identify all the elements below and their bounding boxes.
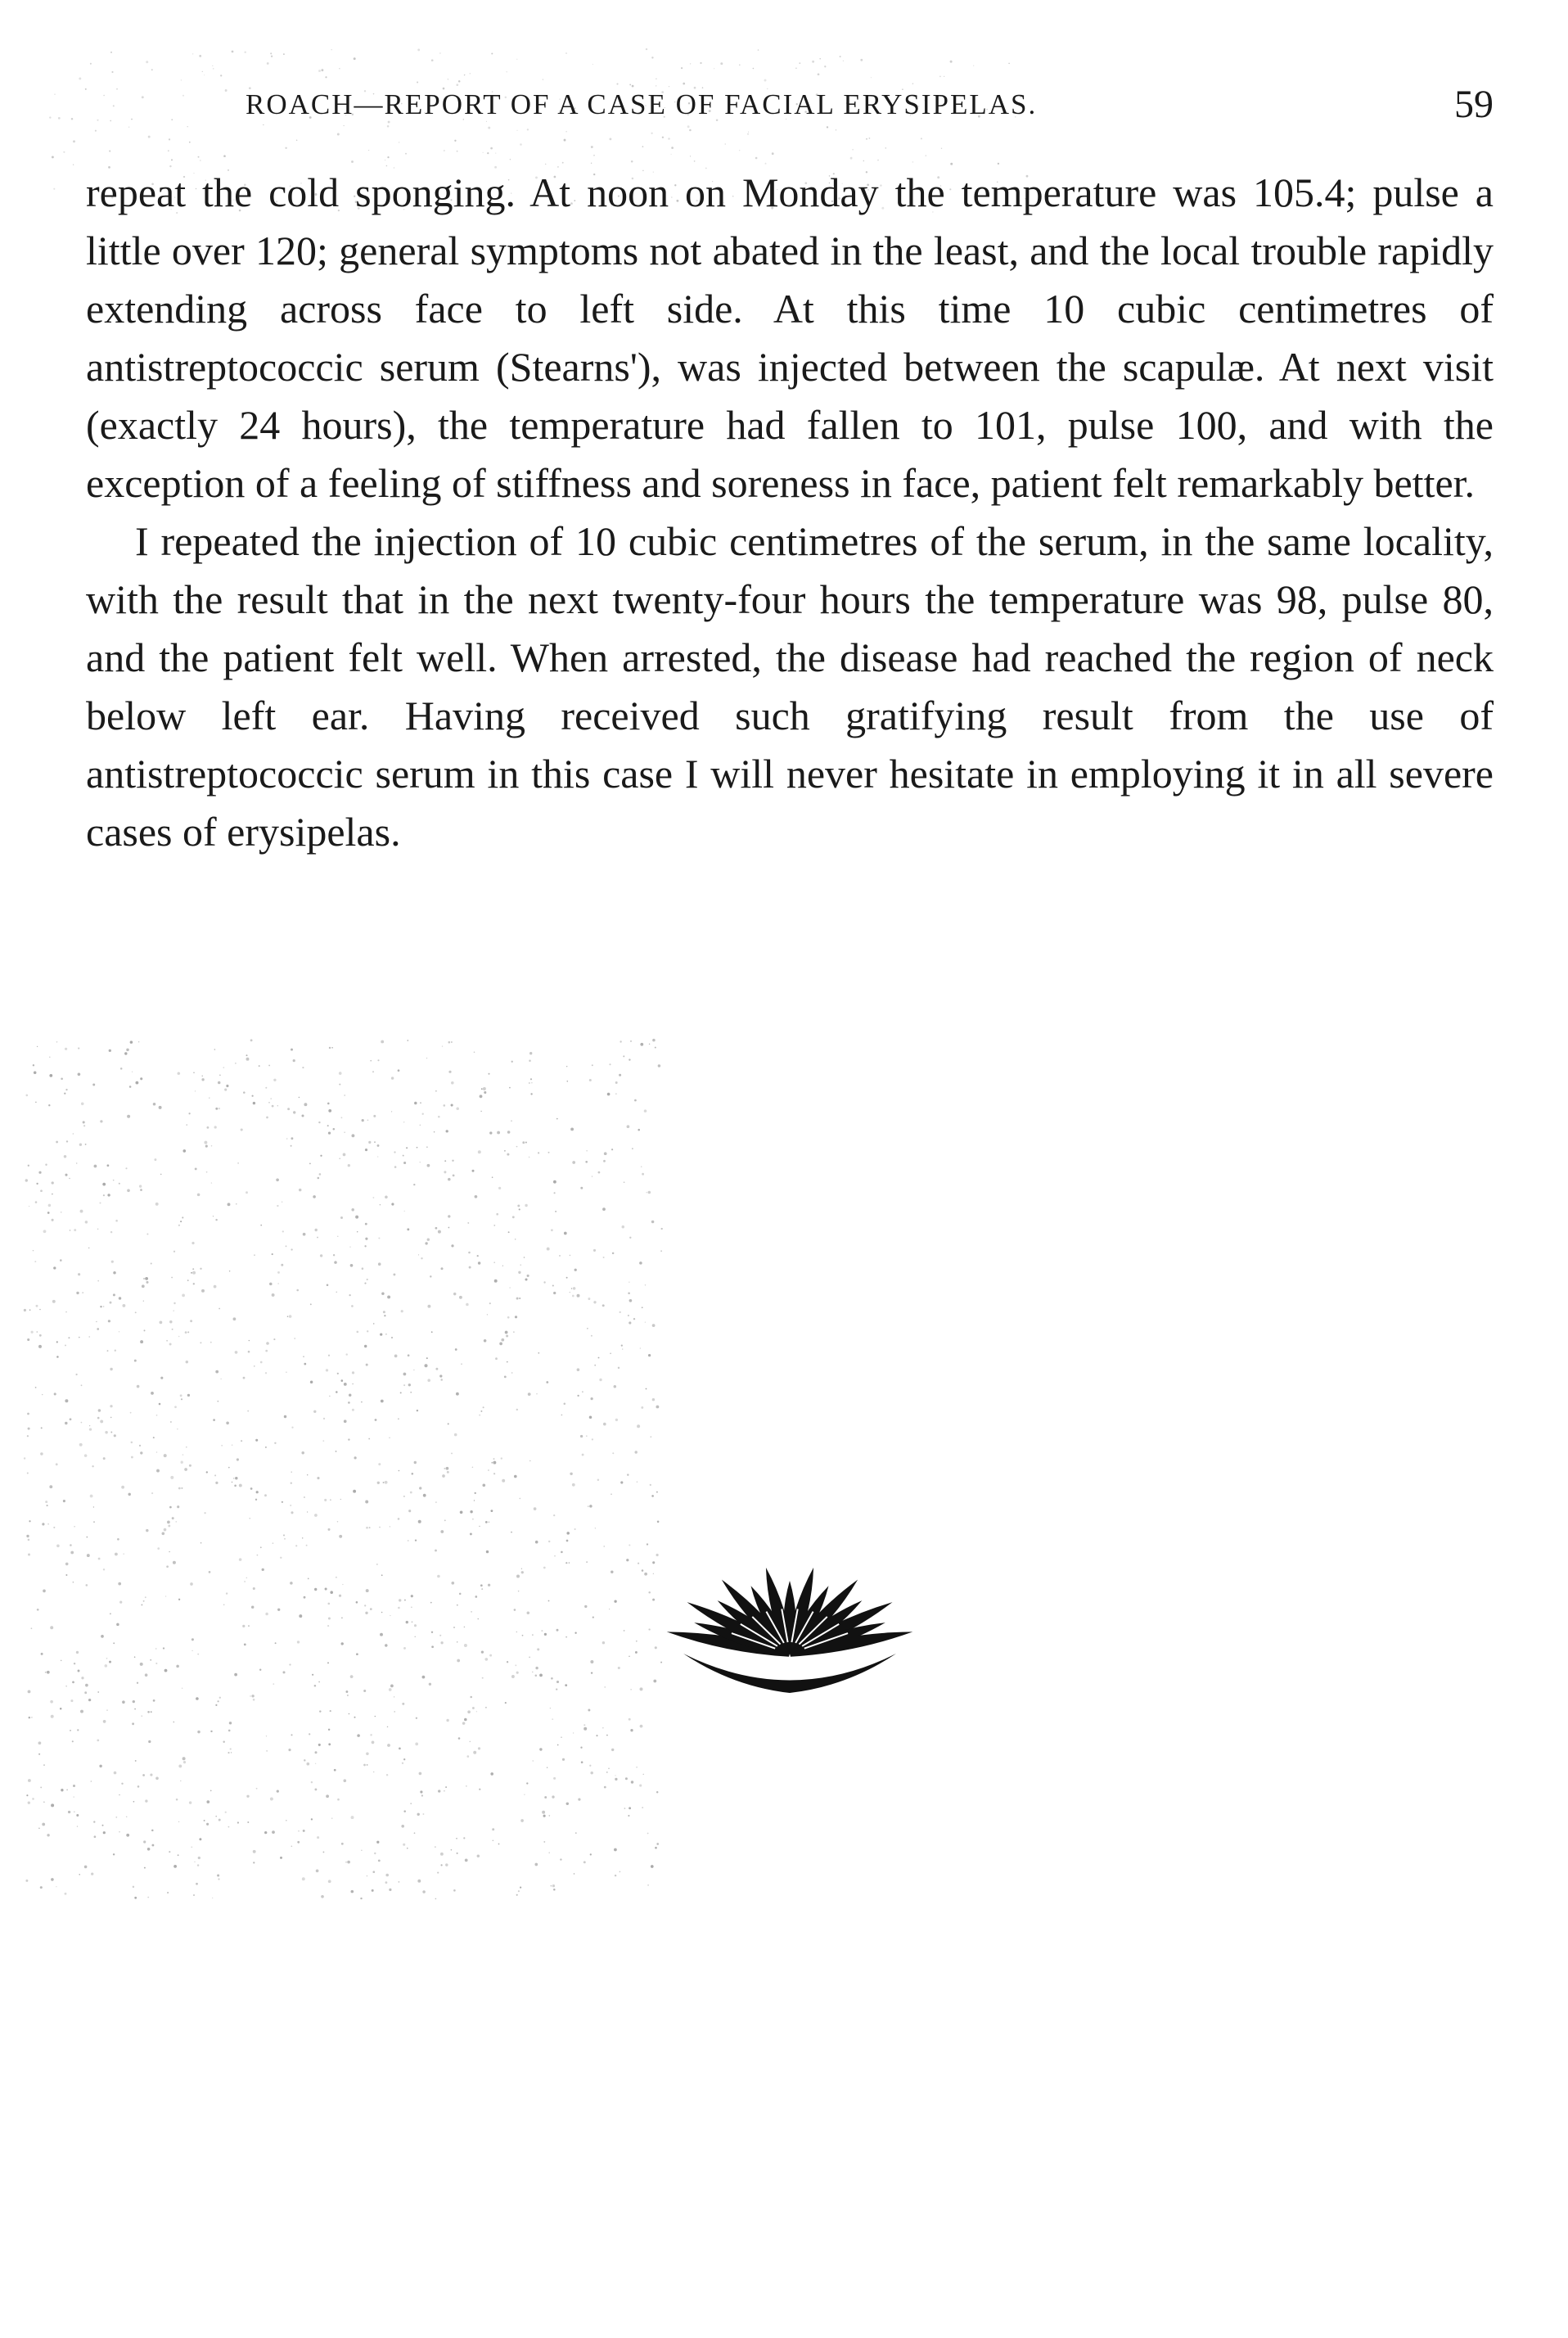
paragraph-1: repeat the cold sponging. At noon on Monday the temperature was 105.4; pulse a little over 120; general symptoms not abated in the least, and the local trouble rapidly extending across face to left side. At this time 10 cubic centimetres of antistreptococcic serum (Stearns'), was injected between the scapulæ. At next visit (exactly 24 hours), the temperature had fallen to 101, pulse 100, and with the exception of a feeling of stiffness and soreness in face, patient felt remarkably better. — [86, 169, 1494, 506]
running-title: ROACH—REPORT OF A CASE OF FACIAL ERYSIPELAS. — [246, 88, 1038, 120]
body-text — [86, 164, 1494, 861]
running-head — [246, 82, 1494, 131]
paragraph-2: I repeated the injection of 10 cubic centimetres of the serum, in the same locality, with the result that in the next twenty-four hours the temperature was 98, pulse 80, and the patient felt well. When arrested, the disease had reached the region of neck below left ear. Having received such gratifying result from the use of antistreptococcic serum in this case I will never hesitate in employing it in all severe cases of erysipelas. — [86, 518, 1494, 855]
chrysanthemum-ornament-icon — [651, 1555, 929, 1695]
page-number: 59 — [1454, 83, 1494, 126]
